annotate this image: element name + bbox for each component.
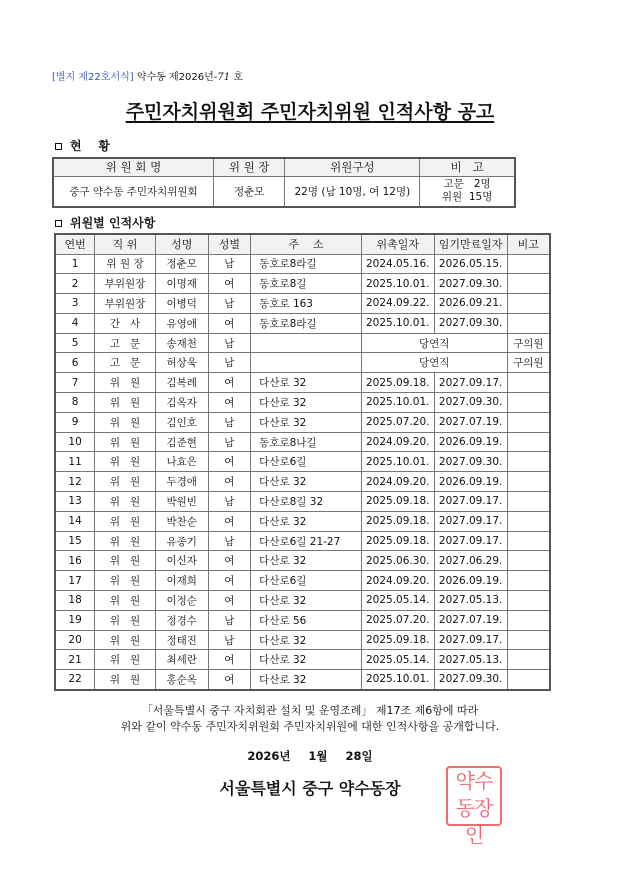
gender: 남 — [208, 333, 251, 353]
remarks: 구의원 — [507, 333, 550, 353]
official-seal-stamp: 약수 동장인 — [446, 766, 502, 826]
term-end-date: 2027.05.13. — [434, 650, 507, 670]
section-heading-text: 위원별 인적사항 — [70, 216, 156, 230]
address: 동호로8길 — [251, 274, 362, 294]
term-end-date: 2027.09.30. — [434, 393, 507, 413]
members-header-row — [55, 234, 550, 254]
row-number: 16 — [55, 551, 95, 571]
summary-table — [52, 157, 516, 208]
term-end-date: 2027.09.17. — [434, 373, 507, 393]
position: 위 원 — [95, 571, 156, 591]
table-row — [55, 412, 550, 432]
summary-note — [420, 176, 515, 207]
table-row — [55, 393, 550, 413]
address: 다산로 32 — [251, 373, 362, 393]
gender: 남 — [208, 531, 251, 551]
address: 다산로 32 — [251, 650, 362, 670]
member-name: 정경수 — [155, 610, 208, 630]
table-row — [55, 353, 550, 373]
position: 고 문 — [95, 353, 156, 373]
header-cell: 성명 — [155, 234, 208, 254]
position: 위 원 — [95, 650, 156, 670]
row-number: 18 — [55, 591, 95, 611]
member-name: 박원빈 — [155, 492, 208, 512]
gender: 여 — [208, 591, 251, 611]
position: 위 원 — [95, 670, 156, 690]
remarks — [507, 610, 550, 630]
gender: 남 — [208, 254, 251, 274]
appointment-date: 2025.10.01. — [361, 452, 434, 472]
row-number: 14 — [55, 511, 95, 531]
legal-basis-text — [0, 703, 620, 735]
remarks — [507, 412, 550, 432]
address: 동호로8라길 — [251, 313, 362, 333]
term-end-date: 2027.09.30. — [434, 452, 507, 472]
table-row — [55, 294, 550, 314]
position: 위 원 — [95, 531, 156, 551]
remarks — [507, 531, 550, 551]
table-row — [55, 610, 550, 630]
address — [251, 353, 362, 373]
table-row — [55, 472, 550, 492]
appointment-date: 당연직 — [361, 333, 507, 353]
gender: 여 — [208, 472, 251, 492]
appointment-date: 2025.06.30. — [361, 551, 434, 571]
position: 부위원장 — [95, 274, 156, 294]
handwritten-number: 71 — [217, 72, 231, 83]
row-number: 19 — [55, 610, 95, 630]
gender: 남 — [208, 353, 251, 373]
form-label: [별지 제22호서식] — [52, 72, 134, 83]
section-heading-status — [55, 137, 110, 154]
address: 다산로6길 21-27 — [251, 531, 362, 551]
table-row — [55, 531, 550, 551]
table-row — [55, 630, 550, 650]
table-row — [55, 670, 550, 690]
position: 위 원 — [95, 472, 156, 492]
address: 다산로6길 — [251, 452, 362, 472]
member-name: 이정순 — [155, 591, 208, 611]
remarks — [507, 274, 550, 294]
remarks — [507, 432, 550, 452]
table-row — [55, 254, 550, 274]
gender: 여 — [208, 373, 251, 393]
notice-date: 2026년 1월 28일 — [247, 749, 373, 763]
gender: 남 — [208, 412, 251, 432]
term-end-date: 2027.09.17. — [434, 492, 507, 512]
term-end-date: 2026.09.19. — [434, 472, 507, 492]
row-number: 6 — [55, 353, 95, 373]
term-end-date: 2027.09.30. — [434, 313, 507, 333]
gender: 여 — [208, 571, 251, 591]
member-name: 유종기 — [155, 531, 208, 551]
remarks — [507, 393, 550, 413]
remarks — [507, 630, 550, 650]
remarks — [507, 670, 550, 690]
table-row — [55, 511, 550, 531]
gender: 남 — [208, 294, 251, 314]
term-end-date: 2026.09.19. — [434, 432, 507, 452]
gender: 여 — [208, 393, 251, 413]
member-name: 김옥자 — [155, 393, 208, 413]
address: 동호로8라길 — [251, 254, 362, 274]
member-name: 김인호 — [155, 412, 208, 432]
gender: 남 — [208, 610, 251, 630]
gender: 여 — [208, 313, 251, 333]
position: 간 사 — [95, 313, 156, 333]
address: 다산로 32 — [251, 393, 362, 413]
note-members: 위원 15명 — [441, 191, 493, 204]
member-name: 최세란 — [155, 650, 208, 670]
table-row — [55, 274, 550, 294]
position: 위 원 — [95, 492, 156, 512]
address: 다산로 32 — [251, 511, 362, 531]
position: 위 원 — [95, 412, 156, 432]
appointment-date: 2025.07.20. — [361, 412, 434, 432]
header-cell: 직 위 — [95, 234, 156, 254]
chair-name: 정춘모 — [213, 176, 285, 207]
position: 부위원장 — [95, 294, 156, 314]
term-end-date: 2027.09.17. — [434, 630, 507, 650]
address: 다산로 32 — [251, 412, 362, 432]
position: 위 원 장 — [95, 254, 156, 274]
appointment-date: 2025.10.01. — [361, 274, 434, 294]
appointment-date: 2025.09.18. — [361, 531, 434, 551]
appointment-date: 2025.05.14. — [361, 591, 434, 611]
address: 다산로 32 — [251, 630, 362, 650]
gender: 남 — [208, 630, 251, 650]
row-number: 15 — [55, 531, 95, 551]
table-row — [55, 650, 550, 670]
header-cell: 임기만료일자 — [434, 234, 507, 254]
member-name: 송재천 — [155, 333, 208, 353]
row-number: 7 — [55, 373, 95, 393]
header-cell: 위촉일자 — [361, 234, 434, 254]
remarks — [507, 492, 550, 512]
address: 동호로 163 — [251, 294, 362, 314]
term-end-date: 2027.09.17. — [434, 531, 507, 551]
remarks — [507, 313, 550, 333]
appointment-date: 2025.05.14. — [361, 650, 434, 670]
appointment-date: 2025.09.18. — [361, 373, 434, 393]
committee-name: 중구 약수동 주민자치위원회 — [53, 176, 213, 207]
appointment-date: 2025.09.18. — [361, 511, 434, 531]
row-number: 12 — [55, 472, 95, 492]
summary-row — [53, 176, 515, 207]
address — [251, 333, 362, 353]
position: 위 원 — [95, 511, 156, 531]
row-number: 9 — [55, 412, 95, 432]
address: 다산로 32 — [251, 551, 362, 571]
gender: 여 — [208, 650, 251, 670]
remarks — [507, 551, 550, 571]
address: 다산로8길 32 — [251, 492, 362, 512]
gender: 남 — [208, 432, 251, 452]
position: 위 원 — [95, 393, 156, 413]
table-row — [55, 571, 550, 591]
note-advisors: 고문 2명 — [443, 178, 491, 191]
row-number: 8 — [55, 393, 95, 413]
appointment-date: 당연직 — [361, 353, 507, 373]
member-name: 이신자 — [155, 551, 208, 571]
address: 동호로8나길 — [251, 432, 362, 452]
table-row — [55, 591, 550, 611]
square-bullet-icon — [55, 220, 62, 227]
position: 위 원 — [95, 452, 156, 472]
term-end-date: 2027.05.13. — [434, 591, 507, 611]
remarks — [507, 511, 550, 531]
position: 위 원 — [95, 551, 156, 571]
document-number-suffix: 호 — [233, 72, 243, 83]
table-row — [55, 492, 550, 512]
appointment-date: 2024.05.16. — [361, 254, 434, 274]
square-bullet-icon — [55, 143, 62, 150]
row-number: 4 — [55, 313, 95, 333]
appointment-date: 2024.09.22. — [361, 294, 434, 314]
appointment-date: 2025.09.18. — [361, 630, 434, 650]
appointment-date: 2024.09.20. — [361, 571, 434, 591]
header-cell: 연번 — [55, 234, 95, 254]
row-number: 5 — [55, 333, 95, 353]
address: 다산로 32 — [251, 591, 362, 611]
remarks — [507, 650, 550, 670]
row-number: 3 — [55, 294, 95, 314]
position: 위 원 — [95, 591, 156, 611]
address: 다산로 32 — [251, 472, 362, 492]
member-name: 유영애 — [155, 313, 208, 333]
gender: 여 — [208, 452, 251, 472]
term-end-date: 2026.09.19. — [434, 571, 507, 591]
term-end-date: 2026.09.21. — [434, 294, 507, 314]
row-number: 20 — [55, 630, 95, 650]
address: 다산로 32 — [251, 670, 362, 690]
row-number: 17 — [55, 571, 95, 591]
member-name: 나효은 — [155, 452, 208, 472]
term-end-date: 2027.07.19. — [434, 412, 507, 432]
remarks: 구의원 — [507, 353, 550, 373]
remarks — [507, 452, 550, 472]
appointment-date: 2025.10.01. — [361, 393, 434, 413]
member-name: 허상욱 — [155, 353, 208, 373]
row-number: 10 — [55, 432, 95, 452]
row-number: 22 — [55, 670, 95, 690]
member-name: 이병덕 — [155, 294, 208, 314]
term-end-date: 2027.07.19. — [434, 610, 507, 630]
term-end-date: 2026.05.15. — [434, 254, 507, 274]
member-name: 박찬순 — [155, 511, 208, 531]
appointment-date: 2025.10.01. — [361, 670, 434, 690]
document-number: 약수동 제2026년- — [136, 72, 218, 83]
header-cell: 위 원 회 명 — [53, 158, 213, 176]
table-row — [55, 551, 550, 571]
remarks — [507, 591, 550, 611]
term-end-date: 2027.09.30. — [434, 274, 507, 294]
header-cell: 위 원 장 — [213, 158, 285, 176]
row-number: 2 — [55, 274, 95, 294]
header-cell: 비고 — [507, 234, 550, 254]
remarks — [507, 472, 550, 492]
row-number: 11 — [55, 452, 95, 472]
remarks — [507, 294, 550, 314]
header-cell: 주 소 — [251, 234, 362, 254]
header-cell: 성별 — [208, 234, 251, 254]
appointment-date: 2024.09.20. — [361, 472, 434, 492]
remarks — [507, 373, 550, 393]
table-row — [55, 432, 550, 452]
gender: 남 — [208, 492, 251, 512]
table-row — [55, 313, 550, 333]
term-end-date: 2027.09.30. — [434, 670, 507, 690]
table-row — [55, 452, 550, 472]
member-name: 두경애 — [155, 472, 208, 492]
remarks — [507, 571, 550, 591]
appointment-date: 2025.07.20. — [361, 610, 434, 630]
members-table — [54, 233, 551, 691]
member-name: 홍순옥 — [155, 670, 208, 690]
section-heading-text: 현 황 — [70, 139, 110, 153]
form-number — [52, 68, 243, 83]
appointment-date: 2025.10.01. — [361, 313, 434, 333]
gender: 여 — [208, 670, 251, 690]
position: 고 문 — [95, 333, 156, 353]
header-cell: 위원구성 — [285, 158, 420, 176]
row-number: 13 — [55, 492, 95, 512]
disclosure-line: 위와 같이 약수동 주민자치위원회 주민자치위원에 대한 인적사항을 공개합니다. — [120, 720, 500, 733]
appointment-date: 2025.09.18. — [361, 492, 434, 512]
table-row — [55, 333, 550, 353]
gender: 여 — [208, 551, 251, 571]
gender: 여 — [208, 274, 251, 294]
position: 위 원 — [95, 630, 156, 650]
position: 위 원 — [95, 610, 156, 630]
row-number: 1 — [55, 254, 95, 274]
page-title-text: 주민자치위원회 주민자치위원 인적사항 공고 — [125, 101, 495, 123]
position: 위 원 — [95, 432, 156, 452]
issuer-name: 서울특별시 중구 약수동장 — [219, 779, 401, 798]
section-heading-members — [55, 214, 155, 231]
member-name: 이명재 — [155, 274, 208, 294]
appointment-date: 2024.09.20. — [361, 432, 434, 452]
gender: 여 — [208, 511, 251, 531]
term-end-date: 2027.06.29. — [434, 551, 507, 571]
composition: 22명 (남 10명, 여 12명) — [285, 176, 420, 207]
term-end-date: 2027.09.17. — [434, 511, 507, 531]
position: 위 원 — [95, 373, 156, 393]
row-number: 21 — [55, 650, 95, 670]
legal-basis-line: 「서울특별시 중구 자치회관 설치 및 운영조례」 제17조 제6항에 따라 — [141, 704, 479, 717]
member-name: 정춘모 — [155, 254, 208, 274]
member-name: 김복례 — [155, 373, 208, 393]
member-name: 김준현 — [155, 432, 208, 452]
remarks — [507, 254, 550, 274]
address: 다산로6길 — [251, 571, 362, 591]
member-name: 이재희 — [155, 571, 208, 591]
header-cell: 비 고 — [420, 158, 515, 176]
page-title — [0, 97, 620, 124]
summary-header-row — [53, 158, 515, 176]
address: 다산로 56 — [251, 610, 362, 630]
table-row — [55, 373, 550, 393]
member-name: 정태진 — [155, 630, 208, 650]
